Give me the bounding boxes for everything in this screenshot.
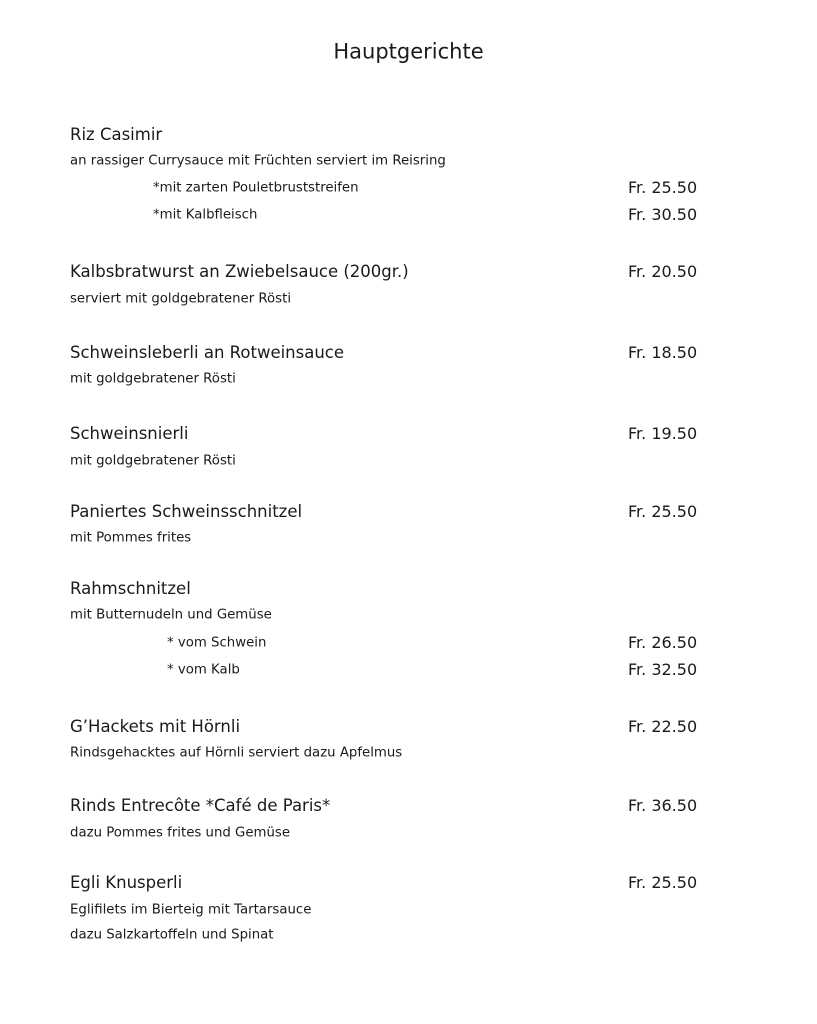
menu-item-name: Kalbsbratwurst an Zwiebelsauce (200gr.) [70, 261, 409, 281]
menu-option-label: *mit Kalbfleisch [153, 207, 258, 223]
menu-item-name: Schweinsleberli an Rotweinsauce [70, 342, 345, 362]
menu-option-price: Fr. 26.50 [628, 633, 698, 652]
menu-item-description: Rindsgehacktes auf Hörnli serviert dazu Apfelmus [70, 745, 403, 761]
menu-option-label: * vom Schwein [167, 635, 267, 651]
menu-item-name: Riz Casimir [70, 124, 163, 144]
menu-item-description: an rassiger Currysauce mit Früchten serviert im Reisring [70, 153, 446, 169]
menu-item-description: serviert mit goldgebratener Rösti [70, 291, 292, 307]
menu-option-price: Fr. 25.50 [628, 178, 698, 197]
menu-item-price: Fr. 36.50 [628, 796, 698, 815]
menu-item-description: mit goldgebratener Rösti [70, 453, 236, 469]
menu-item-name: G’Hackets mit Hörnli [70, 716, 241, 736]
menu-item-price: Fr. 25.50 [628, 873, 698, 892]
menu-item-description: Eglifilets im Bierteig mit Tartarsauce [70, 902, 312, 918]
menu-option-price: Fr. 30.50 [628, 205, 698, 224]
menu-item-name: Rahmschnitzel [70, 578, 191, 598]
menu-item-description: mit Butternudeln und Gemüse [70, 607, 272, 623]
menu-option-label: * vom Kalb [167, 662, 240, 678]
menu-item-price: Fr. 25.50 [628, 502, 698, 521]
menu-item-name: Schweinsnierli [70, 423, 189, 443]
menu-item-price: Fr. 22.50 [628, 717, 698, 736]
menu-item-description: mit goldgebratener Rösti [70, 371, 236, 387]
menu-option-label: *mit zarten Pouletbruststreifen [153, 180, 359, 196]
menu-item-price: Fr. 20.50 [628, 262, 698, 281]
menu-item-description: dazu Pommes frites und Gemüse [70, 825, 291, 841]
menu-item-price: Fr. 18.50 [628, 343, 698, 362]
menu-item-name: Rinds Entrecôte *Café de Paris* [70, 795, 331, 815]
menu-item-description: dazu Salzkartoffeln und Spinat [70, 927, 274, 943]
menu-option-price: Fr. 32.50 [628, 660, 698, 679]
menu-item-name: Paniertes Schweinsschnitzel [70, 501, 303, 521]
page-title: Hauptgerichte [333, 39, 484, 64]
menu-item-name: Egli Knusperli [70, 872, 183, 892]
menu-item-description: mit Pommes frites [70, 530, 192, 546]
menu-item-price: Fr. 19.50 [628, 424, 698, 443]
